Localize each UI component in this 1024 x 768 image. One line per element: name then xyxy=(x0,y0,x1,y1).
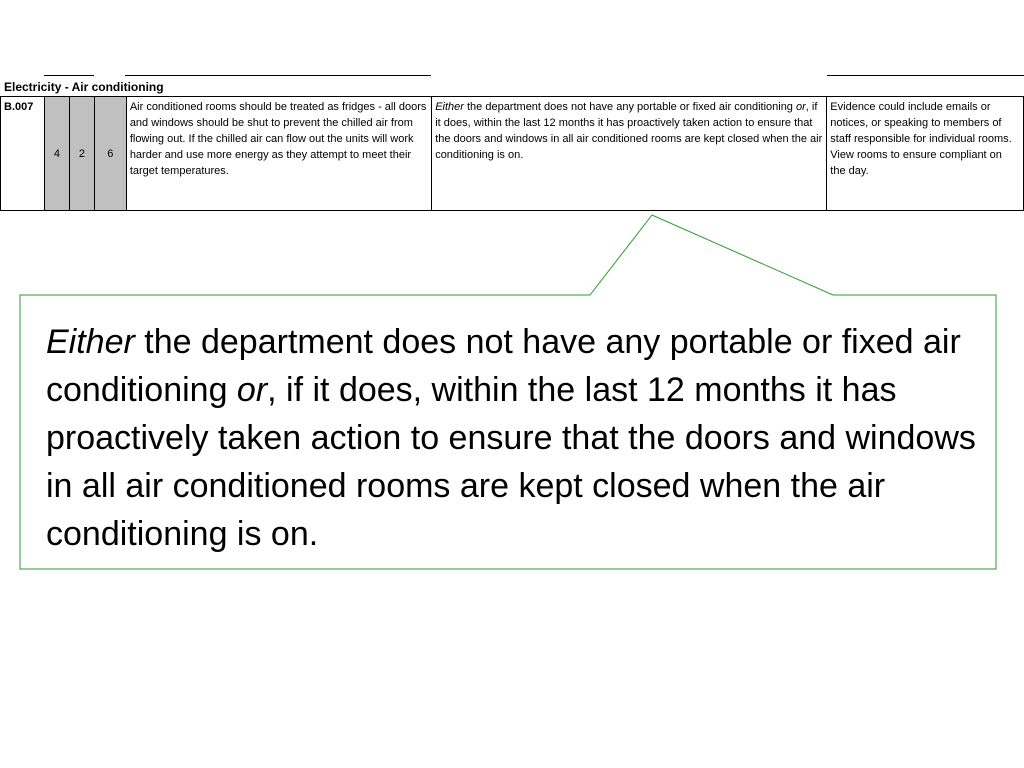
callout-or: or xyxy=(236,371,268,409)
callout-text xyxy=(46,318,981,558)
criterion-text: the department does not have any portable or fixed air conditioning xyxy=(463,101,796,113)
evidence-cell: Evidence could include emails or notices, or speaking to members of staff responsible for individual rooms. View rooms to ensure compliant on the day. xyxy=(827,97,1024,211)
description-cell: Air conditioned rooms should be treated as fridges - all doors and windows should be shut to prevent the chilled air from flowing out. If the chilled air can flow out the units will work harder and use more energy as they attempt to meet their target temperatures. xyxy=(126,97,431,211)
criterion-text: , if it does, within the last 12 months it has proactively taken action to ensure that the doors and windows in all air conditioned rooms are kept closed when the air conditioning is on. xyxy=(435,101,823,161)
callout-lead: Either xyxy=(46,323,135,361)
reference-cell: B.007 xyxy=(1,97,45,211)
criterion-or: or xyxy=(795,101,806,113)
score-cell: 4 xyxy=(44,97,69,211)
score-cell: 6 xyxy=(94,97,126,211)
score-cell: 2 xyxy=(69,97,94,211)
callout-body: , if it does, within the last 12 months it has proactively taken action to ensure that the doors and windows in all air conditioned rooms are kept closed when the air conditioning is on. xyxy=(46,371,976,553)
callout-body: the department does not have any portable or fixed air conditioning xyxy=(46,323,961,409)
section-title: Electricity - Air conditioning xyxy=(4,80,164,94)
criterion-lead: Either xyxy=(435,101,464,113)
